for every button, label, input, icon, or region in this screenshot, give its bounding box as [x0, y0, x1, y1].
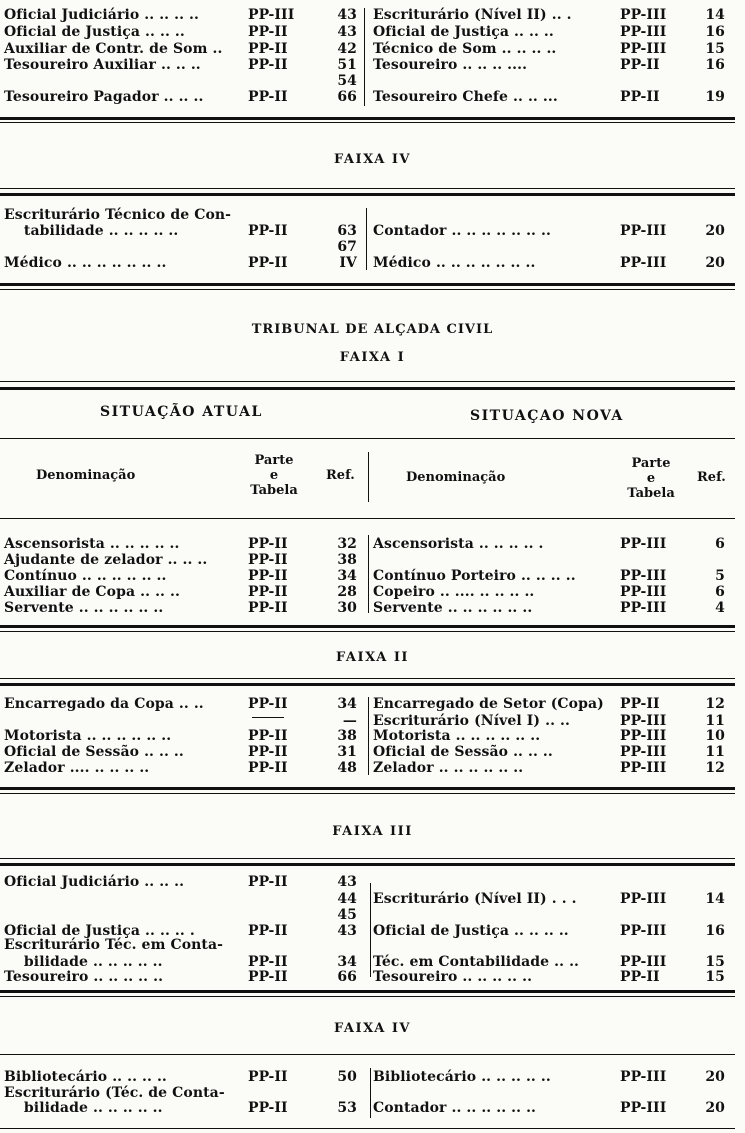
rule-thin: [0, 438, 735, 439]
cell-right-parte-tabela: PP-III: [620, 24, 667, 40]
cell-left-parte-tabela: PP-II: [248, 89, 288, 105]
rule-thick: [0, 193, 735, 196]
cell-right-ref: 20: [705, 1100, 725, 1116]
cell-left-parte-tabela: PP-II: [248, 24, 288, 40]
rule-thin: [0, 518, 735, 519]
cell-right-ref: 16: [705, 24, 725, 40]
cell-left-ref: 43: [337, 923, 357, 939]
cell-right-ref: 10: [705, 728, 725, 744]
cell-right-denominacao: Oficial de Justiça .. .. .. ..: [373, 923, 569, 939]
column-divider: [364, 8, 365, 106]
cell-left-denominacao: Ascensorista .. .. .. .. ..: [4, 536, 180, 552]
cell-right-parte-tabela: PP-III: [620, 41, 667, 57]
rule-thick: [0, 283, 735, 286]
cell-left-ref: 38: [337, 728, 357, 744]
rule-thick: [0, 625, 735, 628]
rule-thin: [0, 1128, 735, 1129]
cell-right-parte-tabela: PP-III: [620, 536, 667, 552]
column-divider: [368, 535, 369, 613]
column-divider: [366, 208, 367, 270]
cell-right-parte-tabela: PP-III: [620, 891, 667, 907]
cell-right-parte-tabela: PP-III: [620, 728, 667, 744]
cell-left-parte-tabela: PP-II: [248, 744, 288, 760]
cell-left-parte-tabela: PP-II: [248, 969, 288, 985]
cell-left-ref: 34: [337, 696, 357, 712]
cell-right-denominacao: Contínuo Porteiro .. .. .. ..: [373, 568, 576, 584]
cell-right-denominacao: Tesoureiro .. .. .. .. ..: [373, 969, 533, 985]
cell-right-denominacao: Servente .. .. .. .. .. ..: [373, 600, 533, 616]
cell-right-ref: 14: [705, 7, 725, 23]
cell-left-denominacao: Oficial de Sessão .. .. ..: [4, 744, 184, 760]
rule-thin: [0, 381, 735, 382]
cell-left-denominacao: Escriturário (Téc. de Conta-: [4, 1085, 225, 1101]
cell-left-ref: 63: [337, 223, 357, 239]
cell-right-ref: 16: [705, 923, 725, 939]
cell-right-ref: 6: [715, 536, 725, 552]
cell-left-ref: 66: [337, 969, 357, 985]
cell-left-parte-tabela: PP-II: [248, 923, 288, 939]
cell-left-denominacao: Oficial de Justiça .. .. ..: [4, 24, 185, 40]
rule-thick: [0, 787, 735, 790]
cell-left-ref: IV: [339, 255, 357, 271]
cell-left-denominacao: Auxiliar de Contr. de Som ..: [4, 41, 223, 57]
cell-right-parte-tabela: PP-III: [620, 954, 667, 970]
section-title-faixa-iii: FAIXA III: [332, 824, 413, 839]
col-head-parte-line: e: [646, 471, 656, 486]
cell-left-denominacao: Motorista .. .. .. .. .. ..: [4, 728, 172, 744]
col-head-parte-line: Parte: [254, 453, 294, 468]
cell-left-parte-tabela: PP-II: [248, 728, 288, 744]
cell-left-denominacao: Oficial de Justiça .. .. .. .: [4, 923, 195, 939]
cell-right-denominacao: Médico .. .. .. .. .. .. ..: [373, 255, 536, 271]
cell-right-ref: 16: [705, 57, 725, 73]
cell-left-denominacao: Ajudante de zelador .. .. ..: [4, 552, 208, 568]
cell-left-ref: 32: [337, 536, 357, 552]
cell-left-parte-tabela: PP-II: [248, 584, 288, 600]
cell-left-ref: 43: [337, 7, 357, 23]
cell-left-ref: 44: [337, 891, 357, 907]
cell-right-ref: 12: [705, 760, 725, 776]
cell-left-ref: —: [342, 713, 357, 729]
cell-left-denominacao: Tesoureiro Auxiliar .. .. ..: [4, 57, 201, 73]
cell-left-parte-tabela: PP-II: [248, 223, 288, 239]
heading-situacao-atual: SITUAÇÃO ATUAL: [100, 404, 263, 420]
cell-right-parte-tabela: PP-III: [620, 223, 667, 239]
rule-thin: [0, 996, 735, 997]
col-head-ref-right: Ref.: [697, 470, 726, 485]
cell-right-denominacao: Copeiro .. .... .. .. .. ..: [373, 584, 535, 600]
cell-right-denominacao: Contador .. .. .. .. .. ..: [373, 1100, 537, 1116]
cell-left-denominacao: Contínuo .. .. .. .. .. ..: [4, 568, 167, 584]
column-divider: [370, 1068, 371, 1118]
cell-right-parte-tabela: PP-II: [620, 969, 660, 985]
col-head-parte-right: [624, 456, 678, 501]
cell-left-ref: 51: [337, 57, 357, 73]
cell-right-ref: 20: [705, 223, 725, 239]
cell-left-ref: 31: [337, 744, 357, 760]
cell-left-parte-tabela: PP-II: [248, 255, 288, 271]
cell-right-parte-tabela: PP-II: [620, 89, 660, 105]
cell-left-parte-tabela: PP-III: [248, 7, 295, 23]
col-head-parte-line: Parte: [631, 456, 671, 471]
cell-left-ref: 34: [337, 568, 357, 584]
col-head-parte-left: [250, 453, 298, 498]
cell-left-denominacao: Servente .. .. .. .. .. ..: [4, 600, 164, 616]
rule-thick: [0, 863, 735, 866]
rule-thin: [0, 1054, 735, 1055]
rule-thick: [0, 990, 735, 993]
cell-left-denominacao: Escriturário Técnico de Con-: [4, 207, 232, 223]
cell-left-ref: 43: [337, 24, 357, 40]
cell-right-denominacao: Contador .. .. .. .. .. .. ..: [373, 223, 551, 239]
cell-right-denominacao: Oficial de Justiça .. .. ..: [373, 24, 554, 40]
cell-right-ref: 4: [715, 600, 725, 616]
cell-right-parte-tabela: PP-III: [620, 1069, 667, 1085]
cell-right-parte-tabela: PP-III: [620, 7, 667, 23]
cell-left-ref: 50: [337, 1069, 357, 1085]
cell-left-denominacao: bilidade .. .. .. .. ..: [4, 1100, 163, 1116]
cell-left-denominacao: Auxiliar de Copa .. .. ..: [4, 584, 180, 600]
cell-left-ref: 45: [337, 907, 357, 923]
cell-right-denominacao: Motorista .. .. .. .. .. ..: [373, 728, 541, 744]
cell-left-parte-tabela: PP-II: [248, 696, 288, 712]
cell-right-ref: 15: [705, 41, 725, 57]
cell-left-parte-tabela: PP-II: [248, 1100, 288, 1116]
cell-left-ref: 53: [337, 1100, 357, 1116]
cell-left-denominacao: Zelador .... .. .. .. ..: [4, 760, 150, 776]
section-title-faixa-ii: FAIXA II: [335, 650, 410, 665]
cell-left-parte-tabela: PP-II: [248, 954, 288, 970]
rule-thin: [0, 631, 735, 632]
column-divider: [368, 452, 369, 502]
cell-right-ref: 19: [705, 89, 725, 105]
cell-right-denominacao: Técnico de Som .. .. .. ..: [373, 41, 557, 57]
cell-right-denominacao: Bibliotecário .. .. .. .. ..: [373, 1069, 551, 1085]
cell-right-parte-tabela: PP-II: [620, 57, 660, 73]
cell-left-ref: 48: [337, 760, 357, 776]
rule-thin: [0, 188, 735, 189]
cell-left-denominacao: Tesoureiro .. .. .. .. ..: [4, 969, 164, 985]
cell-right-parte-tabela: PP-III: [620, 760, 667, 776]
cell-left-denominacao: Oficial Judiciário .. .. .. ..: [4, 7, 199, 23]
cell-right-denominacao: Tesoureiro Chefe .. .. ...: [373, 89, 558, 105]
section-title-faixa-i: FAIXA I: [339, 350, 406, 365]
cell-right-denominacao: Oficial de Sessão .. .. ..: [373, 744, 553, 760]
cell-right-ref: 20: [705, 255, 725, 271]
rule-thick: [0, 683, 735, 686]
cell-right-ref: 11: [705, 713, 725, 729]
cell-right-parte-tabela: PP-III: [620, 584, 667, 600]
col-head-parte-line: Tabela: [627, 486, 675, 501]
cell-left-ref: 38: [337, 552, 357, 568]
rule-thin: [0, 289, 735, 290]
cell-left-ref: 42: [337, 41, 357, 57]
cell-left-parte-tabela: PP-II: [248, 536, 288, 552]
cell-left-denominacao: Médico .. .. .. .. .. .. ..: [4, 255, 167, 271]
cell-right-ref: 15: [705, 954, 725, 970]
cell-right-denominacao: Escriturário (Nível II) . . .: [373, 891, 577, 907]
heading-situacao-nova: SITUAÇAO NOVA: [470, 408, 624, 424]
cell-left-parte-tabela: PP-II: [248, 41, 288, 57]
cell-right-ref: 12: [705, 696, 725, 712]
cell-left-parte-tabela: PP-II: [248, 760, 288, 776]
cell-left-ref: 54: [337, 73, 357, 89]
cell-right-ref: 5: [715, 568, 725, 584]
cell-right-denominacao: Zelador .. .. .. .. .. ..: [373, 760, 524, 776]
section-title-tribunal: TRIBUNAL DE ALÇADA CIVIL: [251, 322, 494, 337]
rule-thin: [0, 793, 735, 794]
cell-left-denominacao: Escriturário Téc. em Conta-: [4, 937, 224, 953]
cell-right-denominacao: Tesoureiro .. .. .. ....: [373, 57, 528, 73]
cell-right-parte-tabela: PP-III: [620, 713, 667, 729]
column-divider: [368, 697, 369, 775]
section-title-faixa-iv-b: FAIXA IV: [333, 1021, 412, 1036]
cell-right-parte-tabela: PP-III: [620, 1100, 667, 1116]
cell-right-denominacao: Escriturário (Nível II) .. .: [373, 7, 572, 23]
cell-left-parte-tabela: PP-II: [248, 568, 288, 584]
rule-thin: [0, 678, 735, 679]
rule-thick: [0, 117, 735, 120]
cell-left-ref: 67: [337, 239, 357, 255]
col-head-parte-line: Tabela: [250, 483, 298, 498]
cell-right-parte-tabela: PP-III: [620, 255, 667, 271]
short-rule: [252, 717, 284, 718]
cell-right-parte-tabela: PP-III: [620, 600, 667, 616]
cell-right-denominacao: Téc. em Contabilidade .. ..: [373, 954, 580, 970]
rule-thick: [0, 387, 735, 390]
cell-left-parte-tabela: PP-II: [248, 552, 288, 568]
cell-right-ref: 15: [705, 969, 725, 985]
cell-right-denominacao: Ascensorista .. .. .. .. .: [373, 536, 544, 552]
cell-right-parte-tabela: PP-III: [620, 923, 667, 939]
cell-right-ref: 20: [705, 1069, 725, 1085]
cell-right-parte-tabela: PP-III: [620, 568, 667, 584]
cell-left-parte-tabela: PP-II: [248, 1069, 288, 1085]
cell-left-parte-tabela: PP-II: [248, 57, 288, 73]
section-title-faixa-iv: FAIXA IV: [333, 152, 412, 167]
col-head-denominacao-left: Denominação: [36, 468, 136, 483]
cell-right-ref: 14: [705, 891, 725, 907]
cell-left-parte-tabela: PP-II: [248, 874, 288, 890]
cell-left-ref: 28: [337, 584, 357, 600]
rule-thin: [0, 858, 735, 859]
cell-left-denominacao: Oficial Judiciário .. .. ..: [4, 874, 185, 890]
cell-right-denominacao: Escriturário (Nível I) .. ..: [373, 713, 570, 729]
cell-left-denominacao: Bibliotecário .. .. .. ..: [4, 1069, 167, 1085]
cell-left-denominacao: Encarregado da Copa .. ..: [4, 696, 204, 712]
cell-right-ref: 6: [715, 584, 725, 600]
cell-left-denominacao: Tesoureiro Pagador .. .. ..: [4, 89, 204, 105]
cell-right-denominacao: Encarregado de Setor (Copa): [373, 696, 604, 712]
cell-right-parte-tabela: PP-III: [620, 744, 667, 760]
cell-left-parte-tabela: PP-II: [248, 600, 288, 616]
col-head-denominacao-right: Denominação: [406, 470, 506, 485]
column-divider: [370, 883, 371, 977]
cell-right-parte-tabela: PP-II: [620, 696, 660, 712]
cell-left-ref: 34: [337, 954, 357, 970]
cell-left-denominacao: tabilidade .. .. .. .. ..: [4, 223, 179, 239]
col-head-ref-left: Ref.: [326, 468, 355, 483]
cell-left-denominacao: bilidade .. .. .. .. ..: [4, 954, 163, 970]
cell-left-ref: 30: [337, 600, 357, 616]
rule-thin: [0, 122, 735, 123]
cell-left-ref: 43: [337, 874, 357, 890]
cell-left-ref: 66: [337, 89, 357, 105]
cell-right-ref: 11: [705, 744, 725, 760]
col-head-parte-line: e: [269, 468, 279, 483]
